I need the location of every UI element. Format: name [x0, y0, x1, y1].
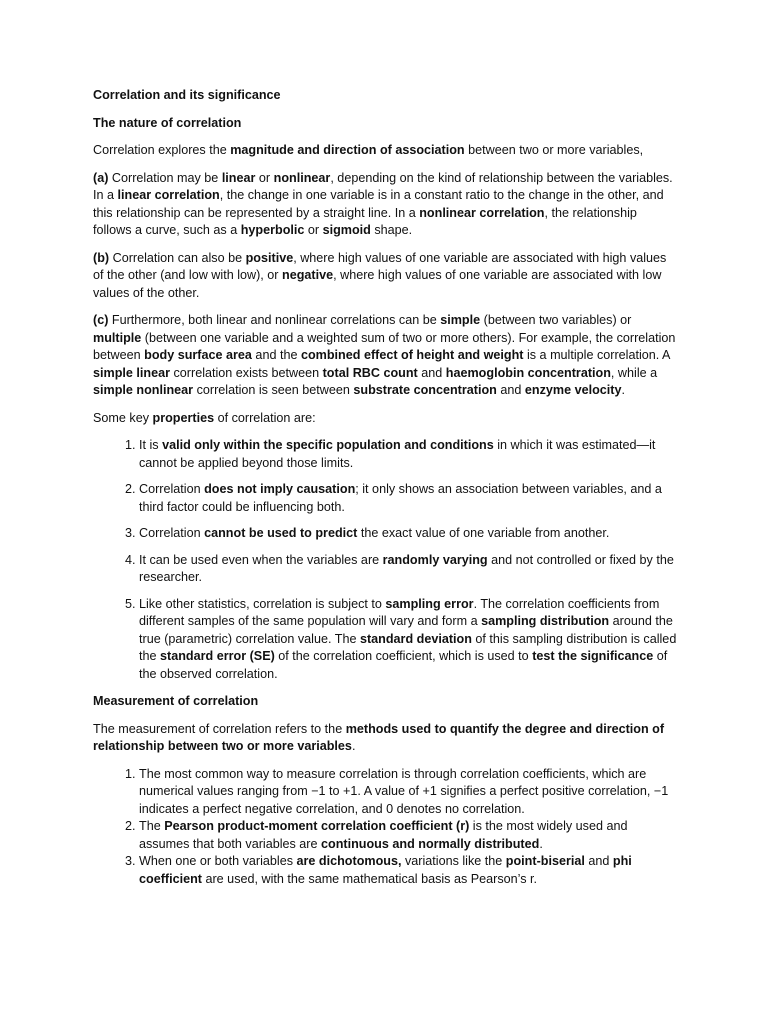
paragraph-a: (a) Correlation may be linear or nonlinear, depending on the kind of relationship between the variables. In a linear correlation, the change in one variable is in a constant ratio to the change in the other, and this relationship can be represented by a straight line. In a nonlinear correlation, the relationship follows a curve, such as a hyperbolic or sigmoid shape. [93, 170, 673, 237]
list-item: 1. It is valid only within the specific population and conditions in which it was estimated—it cannot be applied beyond those limits. [139, 437, 678, 472]
bold-text: sampling error [385, 596, 474, 611]
bold-text: continuous and normally distributed [321, 836, 540, 851]
paragraph-c: (c) Furthermore, both linear and nonlinear correlations can be simple (between two variables) or multiple (between one variable and a weighted sum of two or more others). For example, the correlation between body surface area and the combined effect of height and weight is a multiple correlation. A simple linear correlation exists between total RBC count and haemoglobin concentration, while a simple nonlinear correlation is seen between substrate concentration and enzyme velocity. [93, 313, 676, 397]
bold-text: valid only within the specific population and conditions [162, 438, 494, 452]
bold-text: (b) [93, 250, 110, 265]
list-item: 1. The most common way to measure correlation is through correlation coefficients, which are numerical values ranging from −1 to +1. A value of +1 signifies a perfect positive correlation, −1 indicates a perfect negative correlation, and 0 denotes no correlation. [139, 766, 678, 819]
bold-text: negative [282, 268, 334, 282]
bold-text: positive [245, 250, 294, 265]
bold-text: (c) [93, 313, 109, 327]
bold-text: sampling distribution [481, 614, 610, 628]
list-item: 2. Correlation does not imply causation; it only shows an association between variables, and a third factor could be influencing both. [139, 481, 678, 516]
bold-text: enzyme velocity [524, 383, 622, 397]
bold-text: phi coefficient [139, 854, 632, 886]
bold-text: test the significance [532, 649, 654, 663]
bold-text: simple nonlinear [93, 383, 194, 397]
bold-text: combined effect of height and weight [300, 348, 524, 362]
list-item: 5. Like other statistics, correlation is subject to sampling error. The correlation coefficients from different samples of the same population will vary and form a sampling distribution around the true (parametric) correlation value. The standard deviation of this sampling distribution is called the standard error (SE) of the correlation coefficient, which is used to test the significance of the observed correlation. [139, 596, 678, 684]
list-item: 4. It can be used even when the variables are randomly varying and not controlled or fixed by the researcher. [139, 552, 678, 587]
properties-list [93, 437, 678, 683]
bold-text: linear correlation [117, 188, 220, 202]
bold-text: Pearson product-moment correlation coefficient (r) [164, 819, 470, 833]
bold-text: sigmoid [322, 223, 371, 237]
bold-text: properties [152, 410, 215, 425]
bold-text: substrate concentration [353, 383, 497, 397]
list-item: 3. Correlation cannot be used to predict the exact value of one variable from another. [139, 525, 678, 543]
document-body [93, 87, 678, 898]
bold-text: magnitude and direction of association [230, 143, 465, 157]
bold-text: simple linear [93, 365, 170, 380]
bold-text: simple [440, 313, 481, 327]
bold-text: nonlinear correlation [419, 205, 545, 220]
bold-text: (a) [93, 170, 109, 185]
bold-text: nonlinear [273, 170, 331, 185]
bold-text: multiple [93, 330, 142, 345]
paragraph-b: (b) Correlation can also be positive, where high values of one variable are associated with high values of the other (and low with low), or negative, where high values of one variable are associated with low values of the other. [93, 250, 667, 300]
bold-text: randomly varying [382, 552, 488, 567]
bold-text: linear [221, 170, 256, 185]
properties-intro: Some key properties of correlation are: [93, 410, 316, 425]
bold-text: standard error (SE) [160, 649, 275, 663]
bold-text: does not imply causation [204, 482, 356, 496]
intro-paragraph: Correlation explores the magnitude and direction of association between two or more variables, [93, 143, 644, 157]
bold-text: haemoglobin concentration [445, 365, 611, 380]
bold-text: methods used to quantify the degree and direction of relationship between two or more variables [93, 721, 665, 753]
section-heading-measurement: Measurement of correlation [93, 694, 259, 708]
bold-text: point-biserial [505, 854, 585, 868]
list-item: 3. When one or both variables are dichotomous, variations like the point-biserial and phi coefficient are used, with the same mathematical basis as Pearson’s r. [139, 853, 678, 888]
document-title: Correlation and its significance [93, 88, 281, 102]
bold-text: hyperbolic [240, 223, 305, 237]
list-item: 2. The Pearson product-moment correlation coefficient (r) is the most widely used and assumes that both variables are continuous and normally distributed. [139, 818, 678, 853]
section-heading-nature: The nature of correlation [93, 115, 242, 130]
bold-text: cannot be used to predict [204, 526, 358, 540]
bold-text: are dichotomous, [296, 854, 402, 868]
measurement-intro: The measurement of correlation refers to the methods used to quantify the degree and direction of relationship between two or more variables. [93, 721, 665, 753]
bold-text: body surface area [144, 348, 252, 362]
bold-text: total RBC count [322, 365, 418, 380]
measurement-list [93, 766, 678, 889]
bold-text: standard deviation [359, 631, 472, 646]
